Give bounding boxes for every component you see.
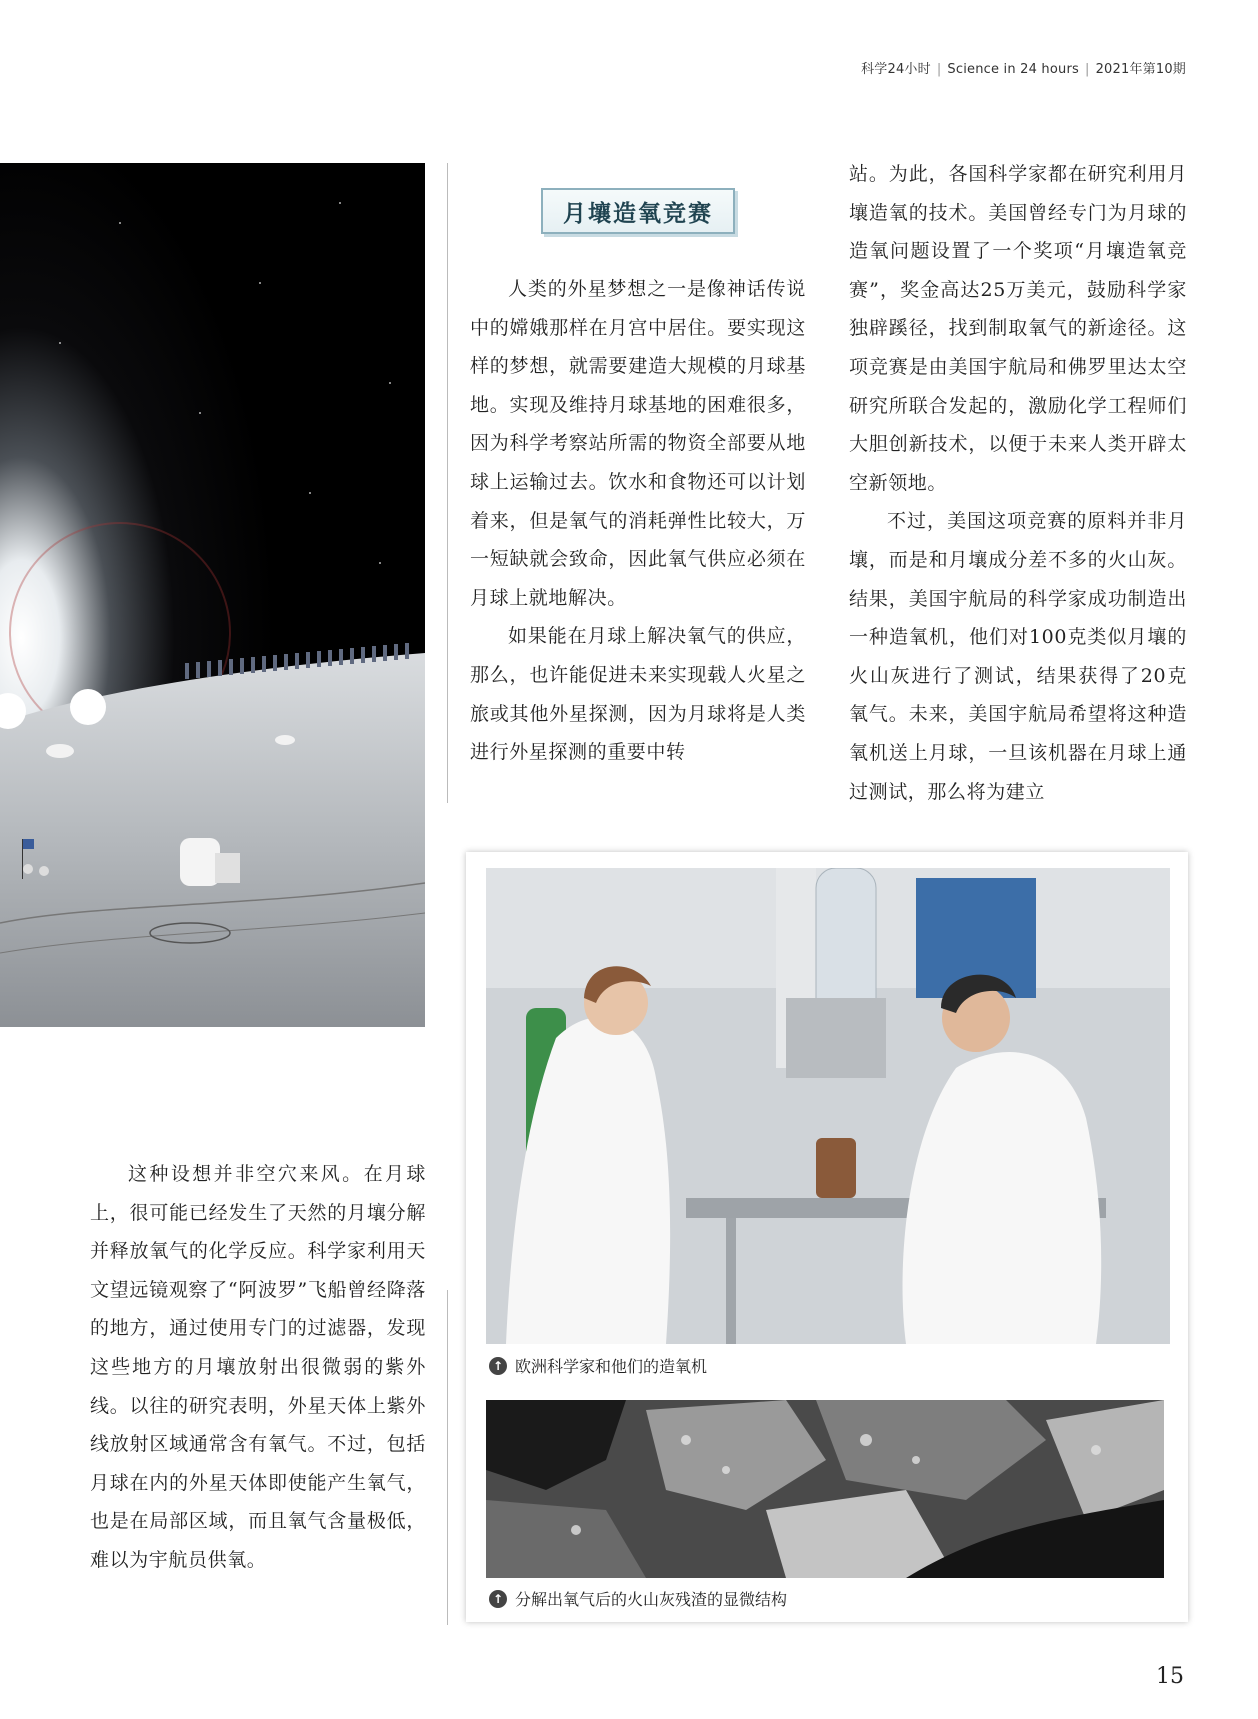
column-divider [447, 1290, 448, 1625]
photo-caption [489, 1587, 787, 1610]
section-title: 月壤造氧竞赛 [541, 188, 735, 234]
paragraph: 不过，美国这项竞赛的原料并非月壤，而是和月壤成分差不多的火山灰。结果，美国宇航局的科学家成功制造出一种造氧机，他们对100克类似月壤的火山灰进行了测试，结果获得了20克氧气。未来，美国宇航局希望将这种造氧机送上月球，一旦该机器在月球上通过测试，那么将为建立 [849, 510, 1187, 803]
paragraph: 如果能在月球上解决氧气的供应，那么，也许能促进未来实现载人火星之旅或其他外星探测，因为月球将是人类进行外星探测的重要中转 [470, 625, 806, 764]
left-column [90, 1155, 426, 1580]
paragraph-continuation: 站。为此，各国科学家都在研究利用月壤造氧的技术。美国曾经专门为月球的造氧问题设置了一个奖项“月壤造氧竞赛”，奖金高达25万美元，鼓励科学家独辟蹊径，找到制取氧气的新途径。这项竞赛是由美国宇航局和佛罗里达太空研究所联合发起的，激励化学工程师们大胆创新技术，以便于未来人类开辟太空新领地。 [849, 163, 1187, 494]
moon-base-illustration [0, 163, 425, 1027]
microstructure-photo [486, 1400, 1164, 1578]
paragraph: 这种设想并非空穴来风。在月球上，很可能已经发生了天然的月壤分解并释放氧气的化学反应。科学家利用天文望远镜观察了“阿波罗”飞船曾经降落的地方，通过使用专门的过滤器，发现这些地方的月壤放射出很微弱的紫外线。以往的研究表明，外星天体上紫外线放射区域通常含有氧气。不过，包括月球在内的外星天体即使能产生氧气，也是在局部区域，而且氧气含量极低，难以为宇航员供氧。 [90, 1163, 426, 1571]
caption-text: 分解出氧气后的火山灰残渣的显微结构 [515, 1590, 788, 1609]
page-number: 15 [1156, 1664, 1184, 1689]
issue-label: 2021年第10期 [1095, 62, 1186, 77]
caption-text: 欧洲科学家和他们的造氧机 [515, 1357, 708, 1376]
lab-scientists-photo [486, 868, 1170, 1344]
paragraph: 人类的外星梦想之一是像神话传说中的嫦娥那样在月宫中居住。要实现这样的梦想，就需要建造大规模的月球基地。实现及维持月球基地的困难很多，因为科学考察站所需的物资全部要从地球上运输过去。饮水和食物还可以计划着来，但是氧气的消耗弹性比较大，万一短缺就会致命，因此氧气供应必须在月球上就地解决。 [470, 278, 806, 609]
magazine-name-en: Science in 24 hours [947, 62, 1079, 77]
arrow-up-icon: ↑ [489, 1357, 507, 1375]
arrow-up-icon: ↑ [489, 1590, 507, 1608]
column-divider [447, 163, 448, 803]
photo-caption [489, 1354, 707, 1377]
middle-column [470, 270, 806, 772]
running-header: 科学24小时 | Science in 24 hours | 2021年第10期 [861, 62, 1186, 77]
magazine-name: 科学24小时 [861, 62, 931, 77]
right-column [849, 155, 1187, 811]
